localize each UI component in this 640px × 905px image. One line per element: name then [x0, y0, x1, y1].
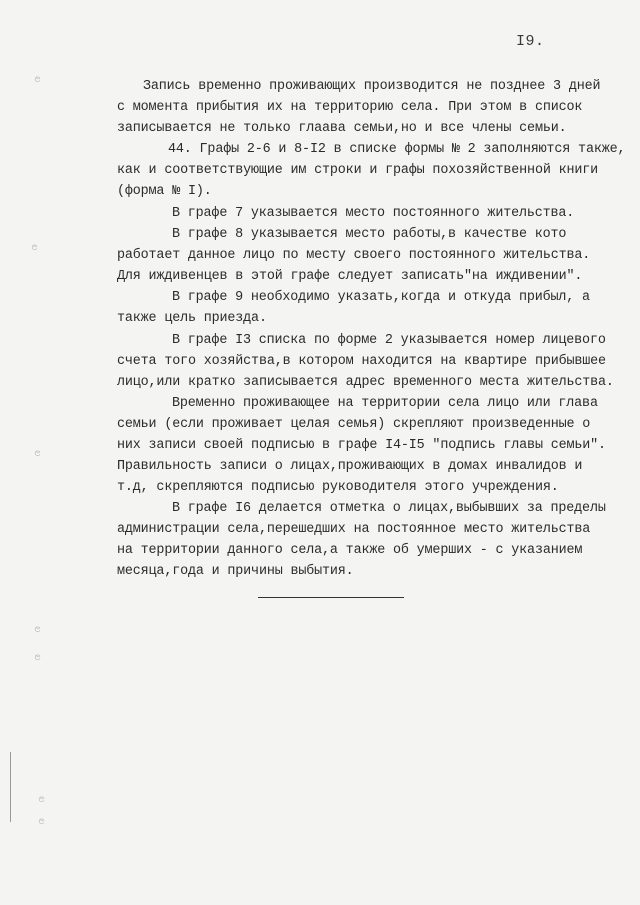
text-line: В графе I3 списка по форме 2 указывается номер лицевого: [172, 333, 606, 348]
text-line: них записи своей подписью в графе I4-I5 "подпись главы семьи".: [117, 438, 606, 453]
text-line: с момента прибытия их на территорию села. При этом в список: [117, 100, 583, 115]
punch-hole-mark-icon: ၔ: [34, 621, 41, 635]
text-line: на территории данного села,а также об умерших - с указанием: [117, 543, 583, 558]
text-line: работает данное лицо по месту своего постоянного жительства.: [117, 248, 591, 263]
text-line: администрации села,перешедших на постоянное место жительства: [117, 522, 591, 537]
text-line: Временно проживающее на территории села лицо или глава: [172, 396, 598, 411]
punch-hole-mark-icon: ၔ: [38, 791, 45, 805]
punch-hole-mark-icon: ၔ: [31, 239, 38, 253]
text-line: В графе 9 необходимо указать,когда и откуда прибыл, а: [172, 290, 590, 305]
text-line: месяца,года и причины выбытия.: [117, 564, 354, 579]
text-line: В графе I6 делается отметка о лицах,выбывших за пределы: [172, 501, 606, 516]
text-line: Запись временно проживающих производится не позднее 3 дней: [143, 79, 601, 94]
text-line: лицо,или кратко записывается адрес временного места жительства.: [117, 375, 614, 390]
punch-hole-mark-icon: ၔ: [34, 649, 41, 663]
text-line: счета того хозяйства,в котором находится на квартире прибывшее: [117, 354, 606, 369]
text-line: (форма № I).: [117, 184, 212, 199]
text-line: Правильность записи о лицах,проживающих в домах инвалидов и: [117, 459, 583, 474]
text-line: В графе 7 указывается место постоянного жительства.: [172, 206, 575, 221]
text-line: семьи (если проживает целая семья) скрепляют произведенные о: [117, 417, 591, 432]
punch-hole-mark-icon: ၔ: [38, 813, 45, 827]
punch-hole-mark-icon: ၔ: [34, 445, 41, 459]
separator-line: [258, 597, 404, 598]
punch-hole-mark-icon: ၔ: [34, 71, 41, 85]
text-line: как и соответствующие им строки и графы похозяйственной книги: [117, 163, 599, 178]
scan-artifact-line: [10, 752, 11, 822]
text-line: также цель приезда.: [117, 311, 267, 326]
text-line: В графе 8 указывается место работы,в качестве кото: [172, 227, 567, 242]
text-line: записывается не только глаава семьи,но и все члены семьи.: [117, 121, 567, 136]
page-number: I9.: [516, 33, 545, 50]
text-line: т.д, скрепляются подписью руководителя этого учреждения.: [117, 480, 559, 495]
text-line: 44. Графы 2-6 и 8-I2 в списке формы № 2 заполняются также,: [168, 142, 626, 157]
text-line: Для иждивенцев в этой графе следует записать"на иждивении".: [117, 269, 583, 284]
